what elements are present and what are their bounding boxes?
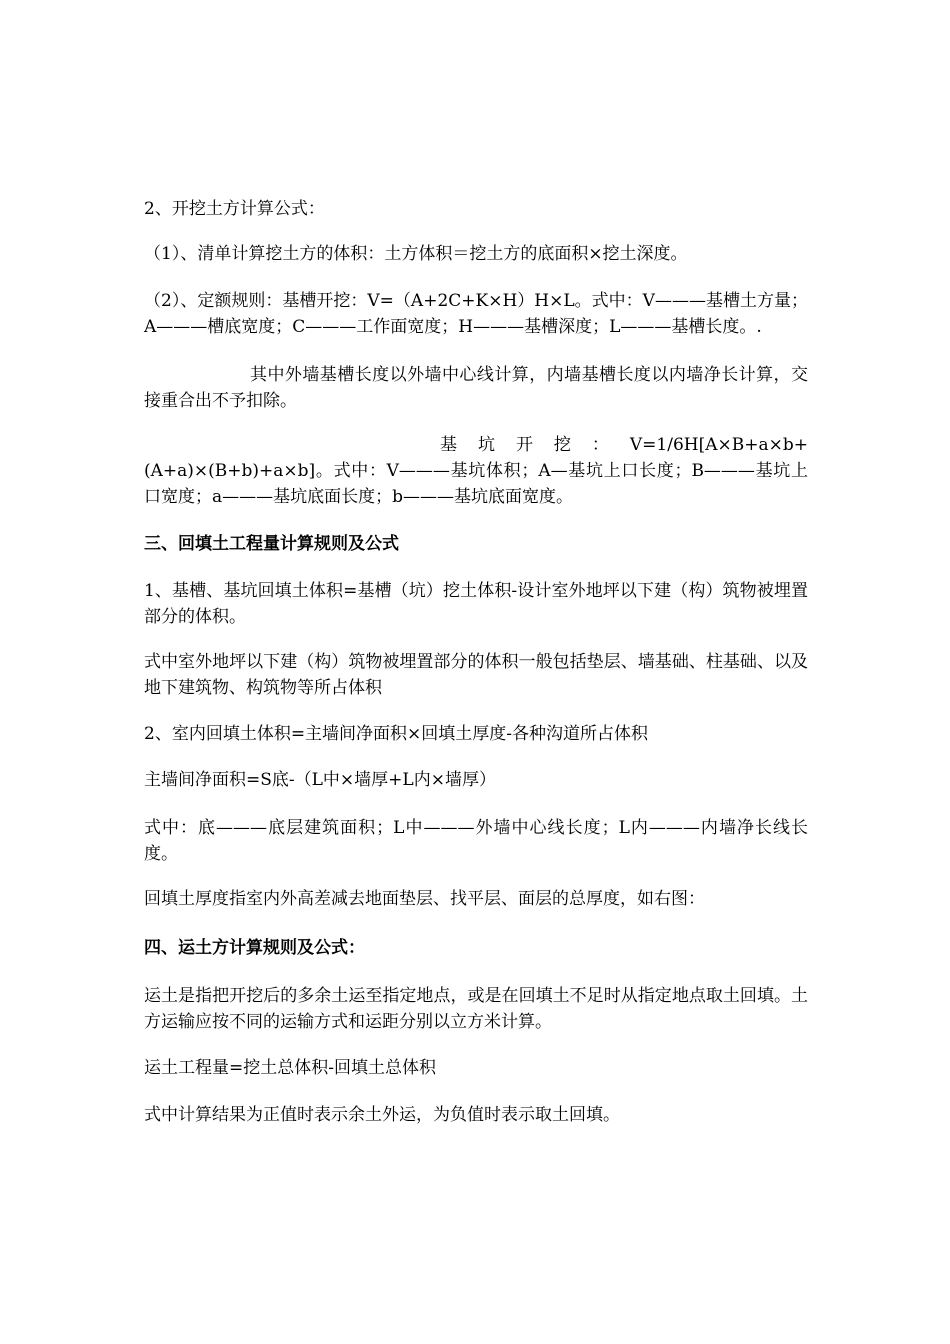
paragraph-transport-volume: 运土工程量=挖土总体积-回填土总体积 <box>144 1058 436 1078</box>
paragraph-result-meaning: 式中计算结果为正值时表示余土外运，为负值时表示取土回填。 <box>144 1105 620 1125</box>
paragraph-trench-length: 其中外墙基槽长度以外墙中心线计算，内墙基槽长度以内墙净长计算，交接重合出不予扣除。 <box>144 365 808 411</box>
paragraph-earth-transport: 运土是指把开挖后的多余土运至指定地点，或是在回填土不足时从指定地点取土回填。土方运输应按不同的运输方式和运距分别以立方米计算。 <box>144 986 808 1032</box>
paragraph-bill-volume: （1）、清单计算挖土方的体积：土方体积＝挖土方的底面积×挖土深度。 <box>144 244 688 264</box>
paragraph-quota-trench: （2）、定额规则：基槽开挖：V=（A+2C+K×H）H×L。式中：V———基槽土方量；A———槽底宽度；C———工作面宽度；H———基槽深度；L———基槽长度。. <box>144 291 808 337</box>
paragraph-backfill-thickness: 回填土厚度指室内外高差减去地面垫层、找平层、面层的总厚度，如右图： <box>144 889 705 909</box>
section-2-heading: 2、开挖土方计算公式： <box>144 199 325 219</box>
paragraph-buried-volume: 式中室外地坪以下建（构）筑物被埋置部分的体积一般包括垫层、墙基础、柱基础、以及地下建筑物、构筑物等所占体积 <box>144 652 808 698</box>
paragraph-backfill-trench: 1、基槽、基坑回填土体积=基槽（坑）挖土体积-设计室外地坪以下建（构）筑物被埋置部分的体积。 <box>144 581 808 627</box>
paragraph-pit-excavation: 基坑开挖：V=1/6H[A×B+a×b+(A+a)×(B+b)+a×b]。式中：V———基坑体积；A—基坑上口长度；B———基坑上口宽度；a———基坑底面长度；b———基坑底面宽度。 <box>144 435 808 507</box>
section-3-heading: 三、回填土工程量计算规则及公式 <box>144 534 399 554</box>
paragraph-indoor-backfill: 2、室内回填土体积=主墙间净面积×回填土厚度-各种沟道所占体积 <box>144 724 649 744</box>
paragraph-net-area: 主墙间净面积=S底-（L中×墙厚+L内×墙厚） <box>144 770 496 790</box>
paragraph-symbols: 式中：底———底层建筑面积；L中———外墙中心线长度；L内———内墙净长线长度。 <box>144 818 808 864</box>
section-4-heading: 四、运土方计算规则及公式： <box>144 938 365 958</box>
